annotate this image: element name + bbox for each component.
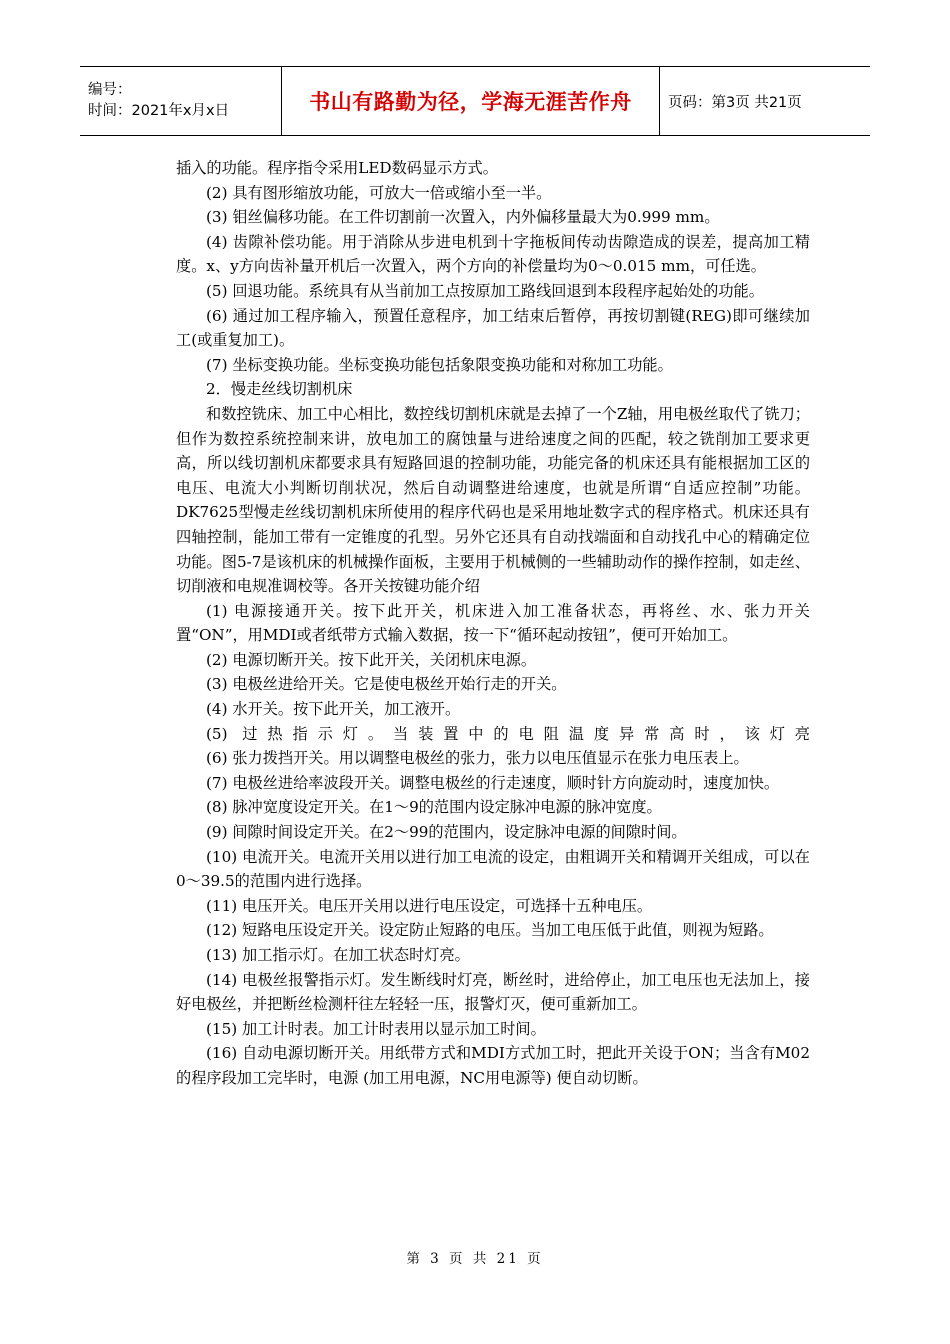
header-motto-cell [282, 67, 660, 135]
header-motto: 书山有路勤为径，学海无涯苦作舟 [309, 90, 632, 114]
header-page-cell [660, 67, 870, 135]
paragraph: (14) 电极丝报警指示灯。发生断线时灯亮，断丝时，进给停止，加工电压也无法加上，接好电极丝，并把断丝检测杆往左轻轻一压，报警灯灭，便可重新加工。 [176, 970, 810, 1014]
paragraph: (5) 过热指示灯。当装置中的电阻温度异常高时，该灯亮 [206, 724, 810, 743]
paragraph: (2) 电源切断开关。按下此开关，关闭机床电源。 [206, 650, 537, 669]
paragraph: (10) 电流开关。电流开关用以进行加工电流的设定，由粗调开关和精调开关组成，可以在0～39.5的范围内进行选择。 [176, 847, 810, 891]
paragraph: (9) 间隙时间设定开关。在2～99的范围内，设定脉冲电源的间隙时间。 [206, 823, 687, 842]
paragraph: (7) 坐标变换功能。坐标变换功能包括象限变换功能和对称加工功能。 [206, 355, 673, 374]
paragraph: (1) 电源接通开关。按下此开关，机床进入加工准备状态，再将丝、水、张力开关置“ON”，用MDI或者纸带方式输入数据，按一下“循环起动按钮”，便可开始加工。 [176, 601, 810, 645]
paragraph: (15) 加工计时表。加工计时表用以显示加工时间。 [206, 1019, 546, 1038]
paragraph: (4) 水开关。按下此开关，加工液开。 [206, 700, 461, 719]
paragraph: (6) 张力拨挡开关。用以调整电极丝的张力，张力以电压值显示在张力电压表上。 [206, 749, 749, 768]
paragraph: (5) 回退功能。系统具有从当前加工点按原加工路线回退到本段程序起始处的功能。 [206, 281, 764, 300]
document-body [176, 156, 810, 1091]
paragraph: (3) 电极丝进给开关。它是使电极丝开始行走的开关。 [206, 675, 567, 694]
header-page-number: 页码：第3页 共21页 [668, 94, 802, 111]
section-heading: 2．慢走丝线切割机床 [206, 380, 353, 399]
page-header [80, 66, 870, 136]
paragraph: (7) 电极丝进给率波段开关。调整电极丝的行走速度，顺时针方向旋动时，速度加快。 [206, 773, 780, 792]
paragraph: 插入的功能。程序指令采用LED数码显示方式。 [176, 159, 498, 177]
paragraph: (16) 自动电源切断开关。用纸带方式和MDI方式加工时，把此开关设于ON；当含有M02的程序段加工完毕时，电源 (加工用电源，NC用电源等) 便自动切断。 [176, 1044, 810, 1087]
paragraph: (4) 齿隙补偿功能。用于消除从步进电机到十字拖板间传动齿隙造成的误差，提高加工精度。x、y方向齿补量开机后一次置入，两个方向的补偿量均为0～0.015 mm，可任选。 [176, 232, 810, 276]
paragraph: (2) 具有图形缩放功能，可放大一倍或缩小至一半。 [206, 183, 552, 202]
paragraph: (8) 脉冲宽度设定开关。在1～9的范围内设定脉冲电源的脉冲宽度。 [206, 798, 662, 817]
paragraph: (3) 钼丝偏移功能。在工件切割前一次置入，内外偏移量最大为0.999 mm。 [206, 208, 720, 227]
header-meta [80, 67, 282, 135]
paragraph: (13) 加工指示灯。在加工状态时灯亮。 [206, 946, 470, 964]
header-number: 编号： [88, 82, 132, 98]
paragraph: (11) 电压开关。电压开关用以进行电压设定，可选择十五种电压。 [206, 896, 653, 915]
page-footer: 第 3 页 共 21 页 [406, 1251, 544, 1267]
header-date: 时间：2021年x月x日 [88, 103, 230, 119]
paragraph: 和数控铣床、加工中心相比，数控线切割机床就是去掉了一个Z轴，用电极丝取代了铣刀；但作为数控系统控制来讲，放电加工的腐蚀量与进给速度之间的匹配，较之铣削加工要求更高，所以线切割机床都要求具有短路回退的控制功能，功能完备的机床还具有能根据加工区的电压、电流大小判断切削状况，然后自动调整进给速度，也就是所谓“自适应控制”功能。DK7625型慢走丝线切割机床所使用的程序代码也是采用地址数字式的程序格式。机床还具有四轴控制，能加工带有一定锥度的孔型。另外它还具有自动找端面和自动找孔中心的精确定位功能。图5-7是该机床的机械操作面板，主要用于机械侧的一些辅助动作的操作控制，如走丝、切削液和电规准调校等。各开关按键功能介绍 [176, 404, 810, 596]
paragraph: (6) 通过加工程序输入，预置任意程序，加工结束后暂停，再按切割键(REG)即可继续加工(或重复加工)。 [176, 306, 810, 350]
paragraph: (12) 短路电压设定开关。设定防止短路的电压。当加工电压低于此值，则视为短路。 [206, 921, 774, 940]
